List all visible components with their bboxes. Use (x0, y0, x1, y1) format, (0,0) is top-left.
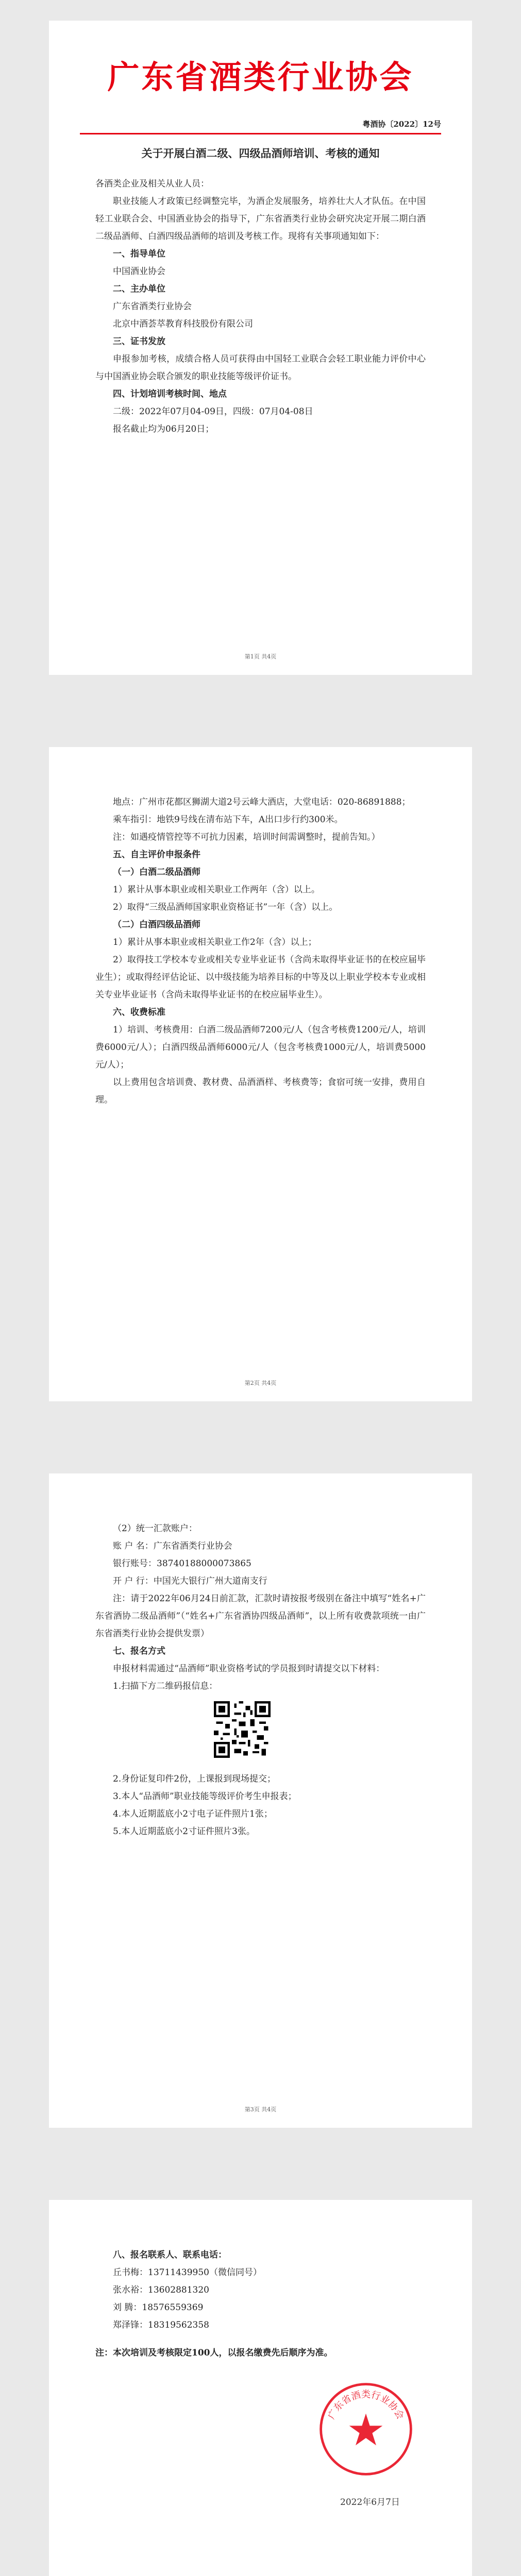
section-3-heading: 三、证书发放 (113, 336, 165, 347)
page-3-body (95, 1520, 426, 1840)
section-2-org-a: 广东省酒类行业协会 (113, 301, 192, 312)
section-1-heading: 一、指导单位 (113, 249, 165, 259)
section-4-heading: 四、计划培训考核时间、地点 (113, 389, 227, 399)
page-4-body (95, 2246, 426, 2362)
contact-2: 张水裕：13602881320 (113, 2285, 209, 2295)
red-divider (80, 133, 441, 134)
issue-date: 2022年6月7日 (340, 2497, 400, 2507)
page-1 (49, 21, 472, 675)
registration-qr-code[interactable] (214, 1701, 271, 1758)
contact-4: 郑泽锋：18319562358 (113, 2320, 209, 2330)
document-number: 粤酒协〔2022〕12号 (362, 120, 441, 129)
svg-text:广东省酒类行业协会: 广东省酒类行业协会 (326, 2389, 406, 2421)
page-footer: 第3页 共4页 (244, 2106, 277, 2113)
section-5-sub-1: （一）白酒二级品酒师 (113, 867, 200, 877)
section-5-sub-2-a: 1）累计从事本职业或相关职业工作2年（含）以上； (113, 937, 317, 947)
page-footer: 第1页 共4页 (244, 653, 277, 660)
section-4-time: 二级：2022年07月04-09日，四级：07月04-08日 (113, 406, 313, 417)
fee-includes: 以上费用包含培训费、教材费、品酒酒样、考核费等；食宿可统一安排，费用自理。 (95, 1077, 426, 1105)
schedule-note: 注：如遇疫情管控等不可抗力因素，培训时间需调整时，提前告知。） (113, 832, 380, 842)
section-5-sub-2: （二）白酒四级品酒师 (113, 920, 200, 930)
account-heading: （2）统一汇款账户： (113, 1523, 197, 1534)
document-title: 关于开展白酒二级、四级品酒师培训、考核的通知 (141, 147, 380, 160)
section-4-deadline: 报名截止均为06月20日； (113, 424, 214, 434)
org-title: 广东省酒类行业协会 (107, 58, 414, 96)
page-2 (49, 747, 472, 1401)
payment-note: 注：请于2022年06月24日前汇款，汇款时请按报考级别在备注中填写“姓名+广东省酒协二级品酒师”（“姓名+广东省酒协四级品酒师”，以上所有收费款项统一由广东省酒类行业协会提供发票） (95, 1594, 426, 1639)
section-2-heading: 二、主办单位 (113, 284, 165, 294)
requirement-2: 2.身份证复印件2份，上课报到现场提交； (113, 1774, 276, 1784)
official-seal (317, 2380, 415, 2478)
fee-details: 1）培训、考核费用：白酒二级品酒师7200元/人（包含考核费1200元/人，培训费6000元/人）；白酒四级品酒师6000元/人（包含考核费1000元/人，培训费5000元/人）； (95, 1025, 426, 1070)
page-2-body (95, 793, 426, 1109)
section-3-body: 申报参加考核，成绩合格人员可获得由中国轻工业联合会轻工职业能力评价中心与中国酒业协会联合颁发的职业技能等级评价证书。 (95, 354, 426, 382)
page-4 (49, 2200, 472, 2576)
venue-address: 地点：广州市花都区狮湖大道2号云峰大酒店，大堂电话：020-86891888； (113, 797, 411, 807)
page-3 (49, 1473, 472, 2128)
account-bank: 开 户 行：中国光大银行广州大道南支行 (113, 1576, 267, 1586)
salutation: 各酒类企业及相关从业人员： (95, 179, 209, 189)
section-5-sub-1-b: 2）取得“三级品酒师国家职业资格证书”一年（含）以上。 (113, 902, 338, 912)
section-6-heading: 六、收费标准 (113, 1007, 165, 1018)
transport-guide: 乘车指引：地铁9号线在清布站下车，A出口步行约300米。 (113, 815, 343, 825)
section-1-body: 中国酒业协会 (113, 266, 165, 277)
requirement-5: 5.本人近期蓝底小2寸证件照片3张。 (113, 1826, 255, 1837)
page-1-body (95, 175, 426, 438)
section-5-sub-2-b: 2）取得技工学校本专业或相关专业毕业证书（含尚未取得毕业证书的在校应届毕业生）；或取得经评估论证、以中级技能为培养目标的中等及以上职业学校本专业或相关专业毕业证书（含尚未取得毕业证书的在校应届毕业生）。 (95, 955, 426, 1000)
requirement-3: 3.本人“品酒师”职业技能等级评价考生申报表； (113, 1791, 297, 1802)
account-name: 账 户 名：广东省酒类行业协会 (113, 1541, 232, 1551)
capacity-notice: 注：本次培训及考核限定100人，以报名缴费先后顺序为准。 (95, 2348, 333, 2358)
section-7-heading: 七、报名方式 (113, 1646, 165, 1656)
section-5-sub-1-a: 1）累计从事本职业或相关职业工作两年（含）以上。 (113, 885, 320, 895)
contact-1: 丘书梅：13711439950（微信同号） (113, 2267, 262, 2278)
section-8-heading: 八、报名联系人、联系电话： (113, 2250, 227, 2260)
requirement-1: 1.扫描下方二维码报信息： (113, 1681, 218, 1691)
page-footer: 第2页 共4页 (244, 1380, 277, 1386)
account-number: 银行账号：38740188000073865 (113, 1558, 251, 1569)
contact-3: 刘 腾：18576559369 (113, 2302, 204, 2313)
section-7-body: 申报材料需通过“品酒师”职业资格考试的学员报到时请提交以下材料： (113, 1664, 385, 1674)
section-2-org-b: 北京中酒荟萃教育科技股份有限公司 (113, 319, 253, 329)
requirement-4: 4.本人近期蓝底小2寸电子证件照片1张； (113, 1809, 273, 1819)
intro-paragraph: 职业技能人才政策已经调整完毕，为酒企发展服务，培养壮大人才队伍。在中国轻工业联合会、中国酒业协会的指导下，广东省酒类行业协会研究决定开展二期白酒二级品酒师、白酒四级品酒师的培训及考核工作。现将有关事项通知如下： (95, 196, 426, 242)
section-5-heading: 五、自主评价申报条件 (113, 850, 200, 860)
